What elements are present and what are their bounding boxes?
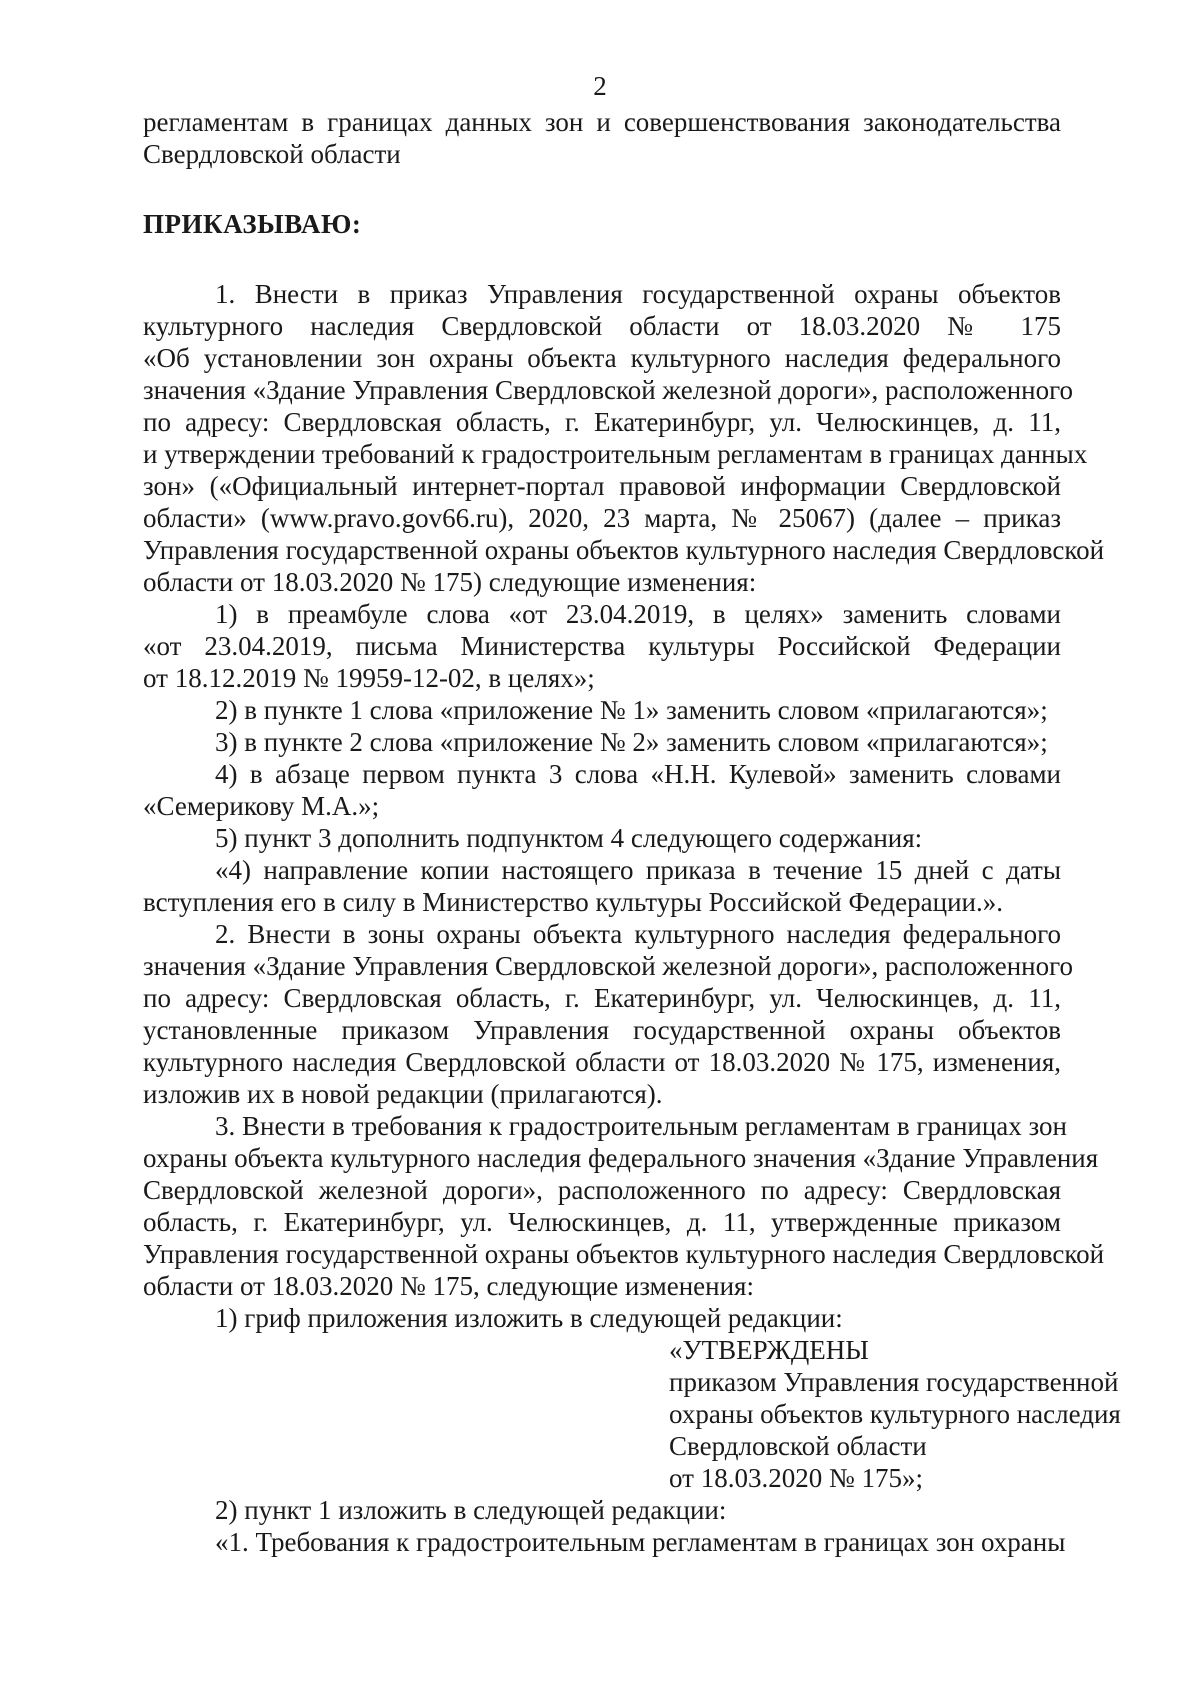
item1-line: культурного наследия Свердловской области от 18.03.2020 № 175 [143,311,1061,341]
item3-subitem-2-quote: «1. Требования к градостроительным регламентам в границах зон охраны [215,1527,1066,1557]
subitem-4-line: «Семерикову М.А.»; [143,791,380,821]
item3-line: охраны объекта культурного наследия федерального значения «Здание Управления [143,1143,1099,1173]
item3-subitem-2: 2) пункт 1 изложить в следующей редакции: [215,1495,727,1525]
item2-line: 2. Внести в зоны охраны объекта культурного наследия федерального [215,919,1061,949]
item1-line: 1. Внести в приказ Управления государственной охраны объектов [215,279,1061,309]
subitem-4-line: 4) в абзаце первом пункта 3 слова «Н.Н. Кулевой» заменить словами [215,759,1061,789]
item1-line: по адресу: Свердловская область, г. Екатеринбург, ул. Челюскинцев, д. 11, [143,407,1061,437]
subitem-1-line: 1) в преамбуле слова «от 23.04.2019, в целях» заменить словами [215,599,1061,629]
order-heading: ПРИКАЗЫВАЮ: [143,209,362,239]
item1-line: значения «Здание Управления Свердловской железной дороги», расположенного [143,375,1073,405]
item1-line: «Об установлении зон охраны объекта культурного наследия федерального [143,343,1061,373]
approval-stamp-line: охраны объектов культурного наследия [669,1399,1121,1429]
item3-subitem-1: 1) гриф приложения изложить в следующей редакции: [215,1303,843,1333]
item3-line: области от 18.03.2020 № 175, следующие изменения: [143,1271,754,1301]
item2-line: изложив их в новой редакции (прилагаются). [143,1079,663,1109]
item2-line: значения «Здание Управления Свердловской железной дороги», расположенного [143,951,1073,981]
approval-stamp-line: приказом Управления государственной [669,1367,1119,1397]
subitem-1-line: от 18.12.2019 № 19959-12-02, в целях»; [143,663,595,693]
item1-line: области» (www.pravo.gov66.ru), 2020, 23 марта, № 25067) (далее – приказ [143,503,1061,533]
subitem-1-line: «от 23.04.2019, письма Министерства культуры Российской Федерации [143,631,1061,661]
item3-line: 3. Внести в требования к градостроительным регламентам в границах зон [215,1111,1067,1141]
item1-line: зон» («Официальный интернет-портал правовой информации Свердловской [143,471,1061,501]
subitem-5: 5) пункт 3 дополнить подпунктом 4 следующего содержания: [215,823,923,853]
intro-line: регламентам в границах данных зон и совершенствования законодательства [143,107,1061,137]
item2-line: по адресу: Свердловская область, г. Екатеринбург, ул. Челюскинцев, д. 11, [143,983,1061,1013]
item2-line: установленные приказом Управления государственной охраны объектов [143,1015,1061,1045]
document-body [143,106,1121,1558]
approval-stamp-line: «УТВЕРЖДЕНЫ [669,1335,869,1365]
subitem-5-quote-line: «4) направление копии настоящего приказа в течение 15 дней с даты [215,855,1061,885]
approval-stamp-line: от 18.03.2020 № 175»; [669,1463,923,1493]
item3-line: Управления государственной охраны объектов культурного наследия Свердловской [143,1239,1105,1269]
subitem-3: 3) в пункте 2 слова «приложение № 2» заменить словом «прилагаются»; [215,727,1048,757]
item2-line: культурного наследия Свердловской области от 18.03.2020 № 175, изменения, [143,1047,1061,1077]
item1-line: Управления государственной охраны объектов культурного наследия Свердловской [143,535,1105,565]
approval-stamp-line: Свердловской области [669,1431,927,1461]
subitem-5-quote-line: вступления его в силу в Министерство культуры Российской Федерации.». [143,887,1003,917]
subitem-2: 2) в пункте 1 слова «приложение № 1» заменить словом «прилагаются»; [215,695,1048,725]
item3-line: Свердловской железной дороги», расположенного по адресу: Свердловская [143,1175,1061,1205]
item1-line: области от 18.03.2020 № 175) следующие изменения: [143,567,757,597]
page-number: 2 [593,71,607,101]
intro-line: Свердловской области [143,139,401,169]
item3-line: область, г. Екатеринбург, ул. Челюскинцев, д. 11, утвержденные приказом [143,1207,1061,1237]
item1-line: и утверждении требований к градостроительным регламентам в границах данных [143,439,1088,469]
